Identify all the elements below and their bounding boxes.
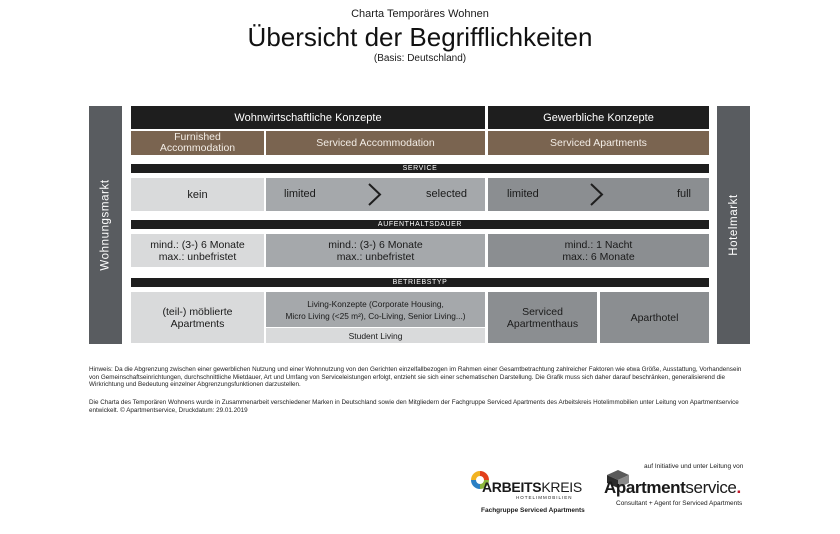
service-right-to: full bbox=[676, 188, 691, 200]
logo-apartmentservice bbox=[604, 463, 764, 513]
band-betriebstyp: BETRIEBSTYP bbox=[131, 278, 709, 287]
chevron-right-icon bbox=[588, 182, 606, 207]
sidebar-right-label: Hotelmarkt bbox=[727, 194, 740, 256]
concept-residential: Wohnwirtschaftliche Konzepte bbox=[131, 106, 485, 129]
stay-serviced-accommodation bbox=[266, 234, 485, 267]
operation-serviced-line1: Serviced bbox=[522, 305, 563, 318]
note-hint: Hinweis: Da die Abgrenzung zwischen einer gewerblichen Nutzung und einer Wohnnutzung von den Gerichten einzelfallbezogen im Rahmen einer Gesamtbetrachtung zahlreicher Faktoren wie etwa Größe, Ausstattung, Vorhandensein von Gemeinschaftseinrichtungen, durchschnittliche Mietdauer, Art und Umfang von Serviceleistungen erfolgt, entzieht sie sich einer schematischen Darstellung. Die Grafik muss sich daher darauf beschränken, generalisierend die Wirkrichtung und Bedeutung einzelner Abgrenzungsfunktionen darzustellen. bbox=[89, 366, 742, 389]
service-limited-full bbox=[488, 178, 709, 211]
operation-living-line2: Micro Living (<25 m²), Co-Living, Senior Living...) bbox=[285, 310, 466, 321]
operation-living-concepts bbox=[266, 292, 485, 327]
operation-furnished-line1: (teil-) möblierte bbox=[162, 305, 233, 318]
operation-living-line1: Living-Konzepte (Corporate Housing, bbox=[307, 298, 444, 309]
operation-student-living: Student Living bbox=[266, 328, 485, 343]
service-none: kein bbox=[131, 178, 264, 211]
arbeitskreis-sub: HOTELIMMOBILIEN bbox=[516, 495, 573, 500]
stay-col1-max: max.: unbefristet bbox=[158, 250, 237, 263]
operation-serviced-apartmenthaus bbox=[488, 292, 597, 343]
apartmentservice-name-bold: Apartment bbox=[604, 478, 686, 497]
logo-arbeitskreis bbox=[470, 469, 590, 519]
sidebar-hotelmarkt bbox=[717, 106, 750, 344]
stay-furnished bbox=[131, 234, 264, 267]
chevron-right-icon bbox=[366, 182, 384, 207]
supertitle: Charta Temporäres Wohnen bbox=[351, 8, 489, 20]
operation-serviced-line2: Apartmenthaus bbox=[506, 317, 579, 330]
service-right-from: limited bbox=[507, 188, 539, 200]
service-left-from: limited bbox=[284, 188, 316, 200]
stay-col2-max: max.: unbefristet bbox=[336, 250, 415, 263]
note-credit: Die Charta des Temporären Wohnens wurde in Zusammenarbeit verschiedener Marken in Deutschland sowie den Mitgliedern der Fachgruppe Serviced Apartments des Arbeitskreis Hotelimmobilien unter Leitung von Apartmentservice entwickelt. © Apartmentservice, Druckdatum: 29.01.2019 bbox=[89, 399, 739, 414]
stay-col3-max: max.: 6 Monate bbox=[562, 250, 635, 263]
operation-furnished-line2: Apartments bbox=[170, 317, 225, 330]
sidebar-wohnungsmarkt bbox=[89, 106, 122, 344]
band-aufenthaltsdauer: AUFENTHALTSDAUER bbox=[131, 220, 709, 229]
stay-serviced-apartments bbox=[488, 234, 709, 267]
service-left-to: selected bbox=[426, 188, 467, 200]
concept-commercial: Gewerbliche Konzepte bbox=[488, 106, 709, 129]
stay-col1-min: mind.: (3-) 6 Monate bbox=[150, 238, 245, 251]
band-service: SERVICE bbox=[131, 164, 709, 173]
stay-col3-min: mind.: 1 Nacht bbox=[564, 238, 633, 251]
subtitle: (Basis: Deutschland) bbox=[373, 53, 467, 64]
operation-aparthotel: Aparthotel bbox=[600, 292, 709, 343]
service-limited-selected bbox=[266, 178, 485, 211]
type-furnished: Furnished Accommodation bbox=[131, 131, 264, 155]
page-title: Übersicht der Begrifflichkeiten bbox=[247, 22, 593, 52]
apartmentservice-dot-icon: . bbox=[736, 478, 741, 497]
arbeitskreis-caption: Fachgruppe Serviced Apartments bbox=[481, 507, 585, 514]
operation-furnished bbox=[131, 292, 264, 343]
arbeitskreis-name-light: KREIS bbox=[541, 479, 582, 495]
apartmentservice-name-light: service bbox=[685, 478, 737, 497]
sidebar-left-label: Wohnungsmarkt bbox=[99, 179, 112, 271]
stay-col2-min: mind.: (3-) 6 Monate bbox=[328, 238, 423, 251]
apartmentservice-top: auf Initiative und unter Leitung von bbox=[644, 463, 744, 470]
type-serviced-apartments: Serviced Apartments bbox=[488, 131, 709, 155]
arbeitskreis-name-bold: ARBEITS bbox=[482, 479, 542, 495]
apartmentservice-caption: Consultant + Agent for Serviced Apartments bbox=[616, 500, 743, 507]
type-serviced-accommodation: Serviced Accommodation bbox=[266, 131, 485, 155]
